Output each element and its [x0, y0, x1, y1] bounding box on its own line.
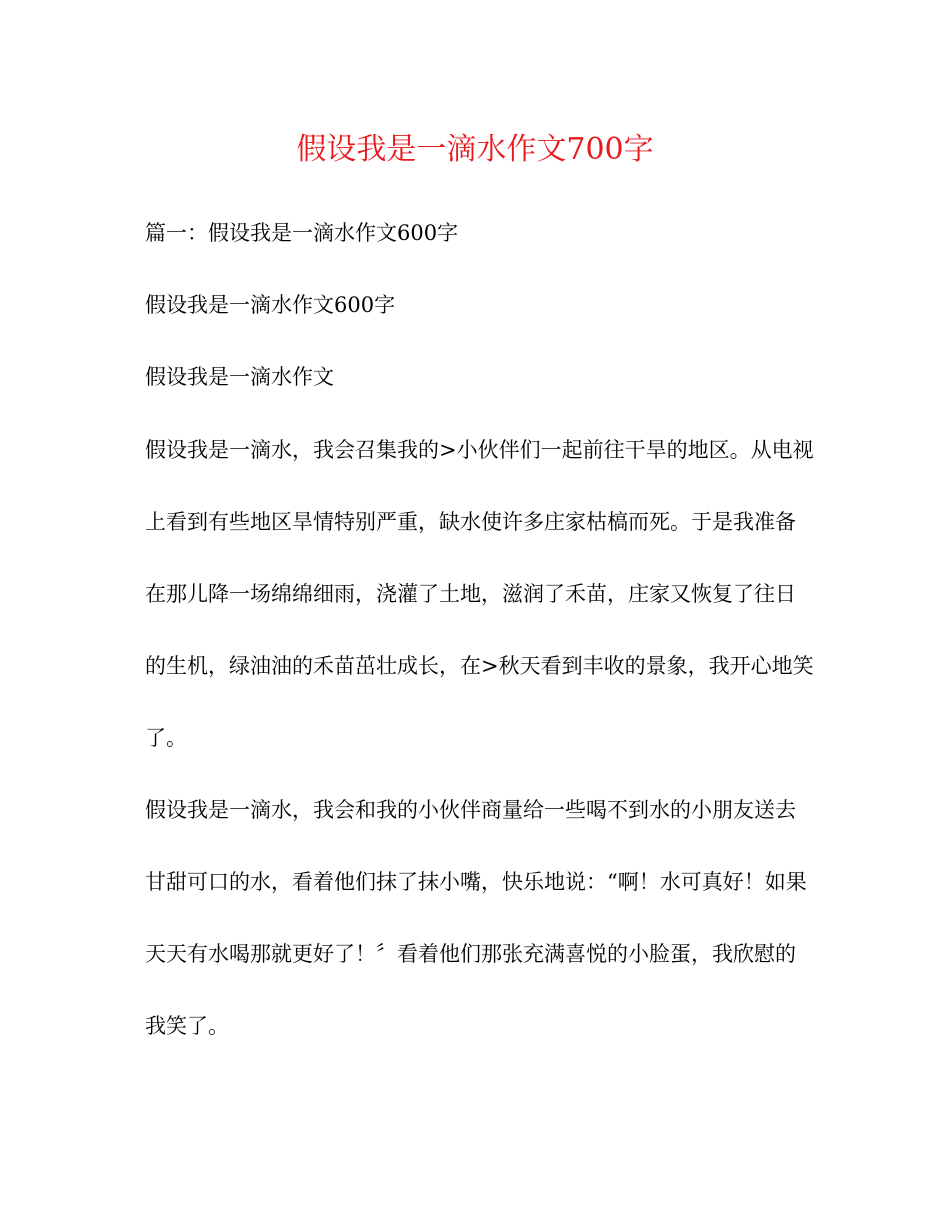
paragraph-1: 假设我是一滴水，我会召集我的>小伙伴们一起前往干旱的地区。从电视上看到有些地区旱情特别严重，缺水使许多庄家枯槁而死。于是我准备在那儿降一场绵绵细雨，浇灌了土地，滋润了禾苗，庄家又恢复了往日的生机，绿油油的禾苗茁壮成长，在>秋天看到丰收的景象，我开心地笑了。 — [145, 438, 814, 750]
paragraph-2: 假设我是一滴水，我会和我的小伙伴商量给一些喝不到水的小朋友送去甘甜可口的水，看着他们抹了抹小嘴，快乐地说：“啊！水可真好！如果天天有水喝那就更好了！〞看着他们那张充满喜悦的小脸蛋，我欣慰的我笑了。 — [145, 798, 807, 1038]
section-heading: 篇一：假设我是一滴水作文600字 — [145, 221, 459, 245]
essay-subtitle: 假设我是一滴水作文 — [145, 365, 334, 389]
document-title: 假设我是一滴水作文700字 — [296, 132, 654, 167]
essay-title: 假设我是一滴水作文600字 — [145, 293, 396, 317]
